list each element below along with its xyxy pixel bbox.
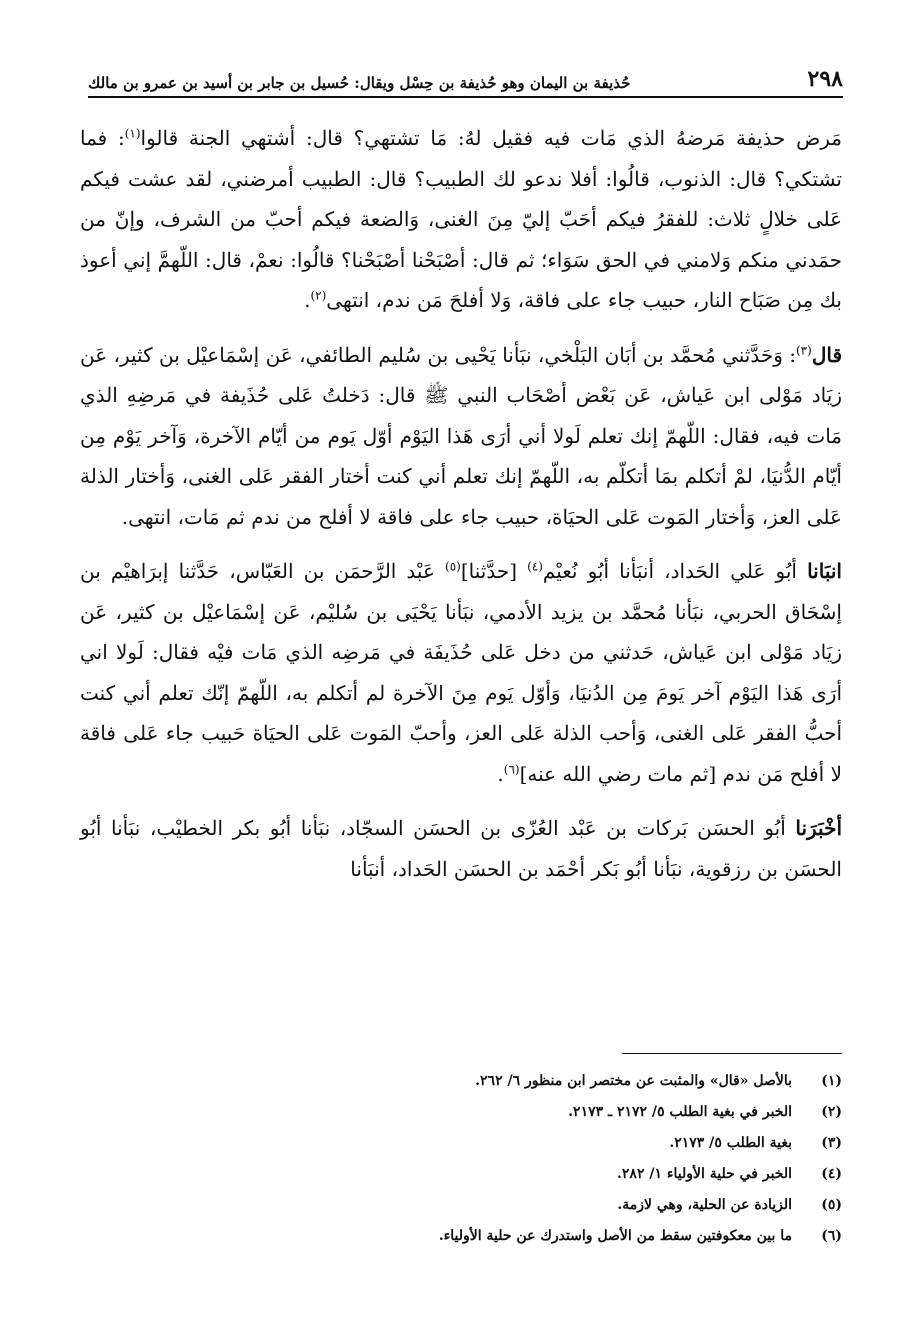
- footnote-text: الخبر في حلية الأولياء ١/ ٢٨٢.: [617, 1166, 792, 1182]
- footnote-item: [90, 1190, 842, 1221]
- footnotes: [90, 1066, 842, 1252]
- paragraph-1: [80, 118, 842, 321]
- footnote-ref-6: (٦): [503, 761, 520, 776]
- paragraph-2: [80, 335, 842, 538]
- paragraph-3: [80, 551, 842, 794]
- footnote-item: [90, 1097, 842, 1128]
- footnote-ref-1: (١): [124, 126, 141, 141]
- paragraph-1-text-2: : فما تشتكي؟ قال: الذنوب، قالُوا: أفلا ندعو لك الطبيب؟ قال: الطبيب أمرضني، لقد عشت فيكم عَلى خلالٍ ثلاث: للفقرُ فيكم أحَبّ إليّ مِنَ الغنى، وَالضعة فيكم أحبّ من الشرف، وإنّ من حمَدني منكم وَلامني في الحق سَوَاء؛ ثم قال: أصْبَحْنا أصْبَحْنا؟ قالُوا: نعمْ، قال: اللّهمَّ إني أعوذ بك مِن صَبَاح النار، حبيب جاء على فاقة، وَلا أفلحَ مَن ندم، انتهى: [80, 126, 842, 312]
- paragraph-3-text-3: عَبْد الرَّحمَن بن العَبّاس، حَدَّثنا إبرَاهيْم بن إسْحَاق الحربي، نبَأنا مُحمَّد بن يزيد الأدمي، نبَأنا يَحْيَى بن سُليْم، عَن إسْمَاعيْل بن كثير، عَن زيَاد مَوْلى ابن عَياش، حَدثني من دخل عَلى حُذَيفَة في مَرضِه الذي مَات فيْه فقال: لَولا اني أرَى هَذا اليَوْم آخر يَومَ مِن الدُنيَا، وَأوّل يَوم مِنَ الآخرة لم أتكلم به، اللّهمّ إنّك تعلم أني كنت أحبُّ الفقر عَلى الغنى، وَأحب الذلة عَلى العز، وأحبّ المَوت عَلى الحيَاة حَبيب جاء عَلى فاقة لا أفلح مَن ندم [ثم مات رضي الله عنه]: [80, 559, 843, 786]
- paragraph-4: [80, 808, 842, 889]
- footnote-text: الزيادة عن الحلية، وهي لازمة.: [617, 1197, 792, 1213]
- paragraph-2-text: : وَحَدَّثني مُحمَّد بن أبَان البَلْخي، نبَأنا يَحْيى بن سُليم الطائفي، عَن إسْمَاعيْل بن كثير، عَن زيَاد مَوْلى ابن عَياش، عَن بَعْض أصْحَاب النبي ﷺ قال: دَخلتُ عَلى حُذَيفة في مَرضِهِ الذي مَات فيه، فقال: اللّهمّ إنك تعلم لَولا أني أرَى هَذا اليَوْم أوّل يَوم من أيّام الآخرة، وَآخر يَوْم مِن أيّام الدُّنيَا، لمْ أتكلم بمَا أتكلّم به، اللّهمّ إنك تعلم أني كنت أختار الفقر عَلى الغنى، وَأختار الذلة عَلى العز، وَأختار المَوت عَلى الحيَاة، حبيب جاء على فاقة لا أفلح من ندم ثم مَات، انتهى.: [80, 342, 842, 529]
- paragraph-4-lead: أخْبَرَنا: [795, 816, 842, 840]
- footnote-number: (٣): [821, 1135, 842, 1151]
- running-title: حُذيفة بن اليمان وهو حُذيفة بن حِسْل ويقال: حُسيل بن جابر بن أسيد بن عمرو بن مالك: [88, 74, 631, 92]
- footnote-number: (٢): [821, 1104, 842, 1120]
- footnote-item: [90, 1128, 842, 1159]
- paragraph-2-lead: قال: [811, 342, 842, 367]
- footnote-number: (٦): [821, 1228, 842, 1244]
- main-text: [80, 118, 842, 903]
- footnote-ref-2: (٢): [310, 288, 327, 303]
- footnote-text: بالأصل «قال» والمثبت عن مختصر ابن منظور ٦/ ٢٦٢.: [475, 1073, 792, 1089]
- footnote-number: (٤): [821, 1166, 842, 1182]
- footnote-separator: [622, 1053, 842, 1054]
- footnote-text: ما بين معكوفتين سقط من الأصل واستدرك عن حلية الأولياء.: [438, 1228, 792, 1244]
- footnote-item: [90, 1159, 842, 1190]
- paragraph-3-text-1: أبُو عَلي الحَداد، أنبَأنا أبُو نُعيْم: [542, 559, 808, 583]
- paragraph-1-end: .: [304, 288, 311, 312]
- footnote-number: (١): [821, 1073, 842, 1089]
- paragraph-3-lead: انبَانا: [807, 559, 842, 583]
- paragraph-3-end: .: [497, 761, 504, 786]
- page-number: ٢٩٨: [807, 66, 843, 92]
- footnote-number: (٥): [821, 1197, 842, 1213]
- footnote-ref-4: (٤): [527, 559, 543, 574]
- page-header: [88, 56, 843, 98]
- footnote-ref-5: (٥): [445, 559, 461, 574]
- paragraph-1-text: مَرض حذيفة مَرضهُ الذي مَات فيه فقيل لهُ: مَا تشتهي؟ قال: أشتهي الجنة قالوا: [140, 126, 843, 150]
- footnote-text: الخبر في بغية الطلب ٥/ ٢١٧٢ ـ ٢١٧٣.: [568, 1104, 792, 1120]
- footnote-text: بغية الطلب ٥/ ٢١٧٣.: [669, 1135, 792, 1151]
- paragraph-3-text-2: [حدَّثنا]: [460, 559, 528, 583]
- paragraph-4-text: أبُو الحسَن بَركات بن عَبْد العُزّى بن الحسَن السجّاد، نبَأنا أبُو بكر الخطيْب، نبَأنا أبُو الحسَن بن رزقوية، نبَأنا أبُو بَكر أحْمَد بن الحسَن الحَداد، أنبَأنا: [80, 816, 842, 881]
- footnote-ref-3: (٣): [795, 342, 812, 357]
- footnote-item: [90, 1221, 842, 1252]
- footnote-item: [90, 1066, 842, 1097]
